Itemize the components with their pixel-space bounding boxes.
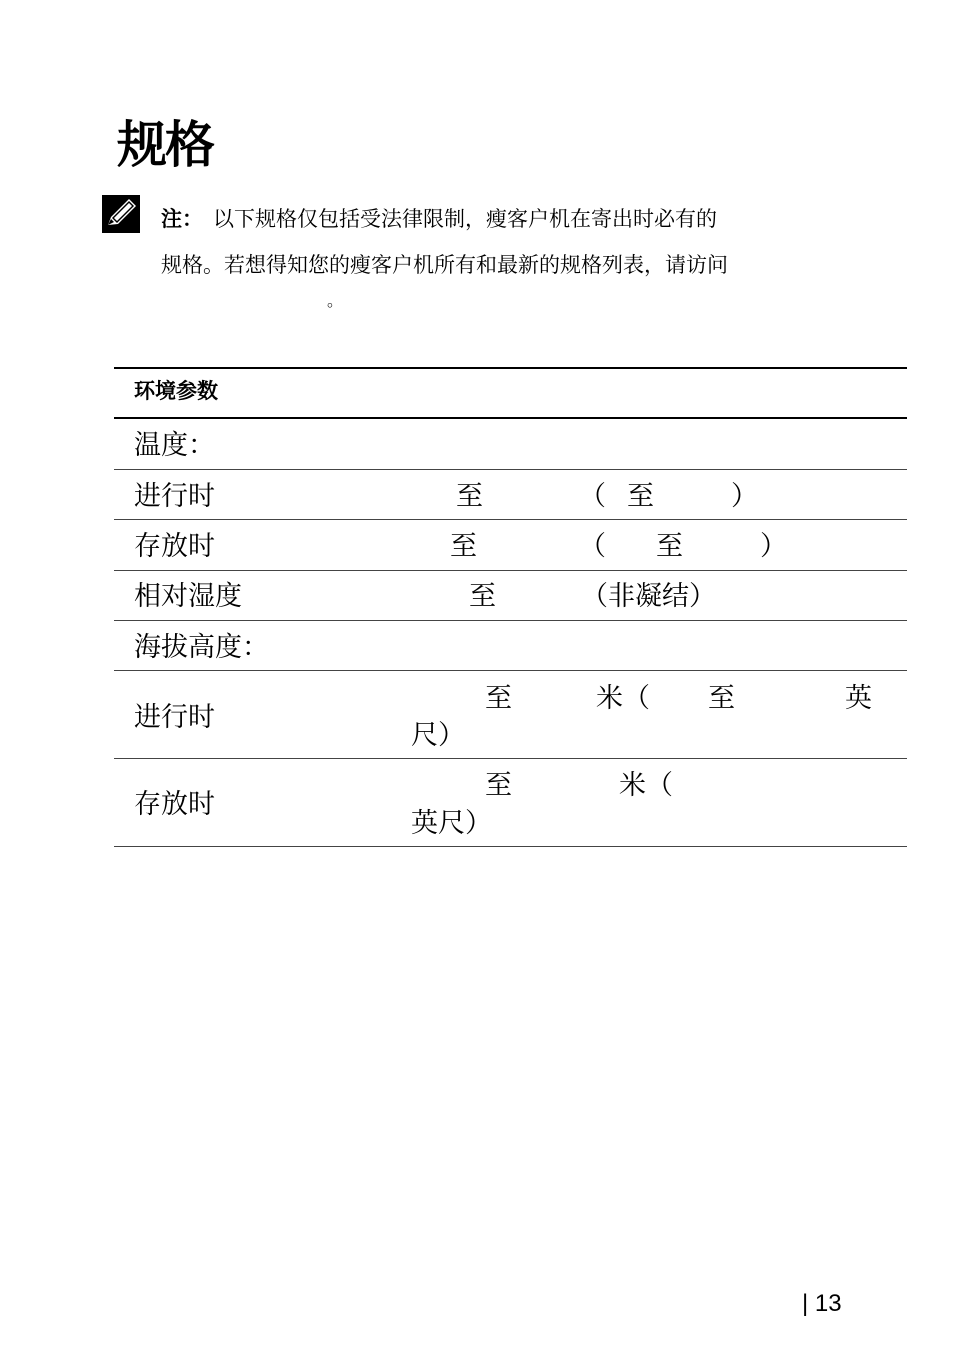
table-row-divider bbox=[114, 570, 907, 571]
table-cell-fragment: 英尺） bbox=[411, 808, 492, 839]
table-cell-fragment: 至 bbox=[708, 683, 735, 714]
table-row-label: 存放时 bbox=[134, 531, 215, 562]
table-row-divider bbox=[114, 670, 907, 671]
table-cell-fragment: （非凝结） bbox=[581, 581, 716, 612]
table-row-divider bbox=[114, 519, 907, 520]
note-label: 注： bbox=[161, 207, 203, 231]
table-cell-fragment: 至 bbox=[656, 531, 683, 562]
table-row-divider bbox=[114, 620, 907, 621]
table-cell-fragment: ） bbox=[731, 481, 758, 512]
table-cell-fragment: 至 bbox=[456, 481, 483, 512]
table-cell-fragment: （ bbox=[579, 481, 606, 512]
note-text-line-1: 以下规格仅包括受法律限制，瘦客户机在寄出时必有的 bbox=[213, 207, 717, 231]
note-text-line-3: 。 bbox=[327, 291, 344, 310]
note-text-line-2: 规格。若想得知您的瘦客户机所有和最新的规格列表，请访问 bbox=[161, 253, 728, 277]
table-row-label: 相对湿度 bbox=[134, 581, 242, 612]
table-cell-fragment: ） bbox=[760, 531, 787, 562]
table-cell-fragment: 尺） bbox=[411, 720, 465, 751]
table-cell-fragment: 至 bbox=[627, 481, 654, 512]
table-cell-fragment: （ bbox=[579, 531, 606, 562]
table-cell-fragment: 至 bbox=[469, 581, 496, 612]
table-row-divider bbox=[114, 469, 907, 470]
table-bottom-rule bbox=[114, 846, 907, 847]
table-cell-fragment: 英 bbox=[845, 683, 872, 714]
table-header-rule bbox=[114, 417, 907, 419]
table-cell-fragment: 至 bbox=[485, 770, 512, 801]
table-row-divider bbox=[114, 758, 907, 759]
table-row-label: 进行时 bbox=[134, 702, 215, 733]
table-header: 环境参数 bbox=[134, 379, 218, 403]
pencil-note-icon bbox=[102, 195, 140, 233]
table-cell-fragment: 米（ bbox=[619, 770, 673, 801]
table-row-label: 存放时 bbox=[134, 789, 215, 820]
table-cell-fragment: 至 bbox=[485, 683, 512, 714]
table-top-rule bbox=[114, 367, 907, 369]
page-title: 规格 bbox=[117, 116, 213, 174]
table-cell-fragment: 米（ bbox=[596, 683, 650, 714]
table-row-label: 温度： bbox=[134, 430, 215, 461]
page-number: | 13 bbox=[802, 1290, 842, 1317]
table-cell-fragment: 至 bbox=[450, 531, 477, 562]
table-row-label: 海拔高度： bbox=[134, 632, 269, 663]
table-row-label: 进行时 bbox=[134, 481, 215, 512]
